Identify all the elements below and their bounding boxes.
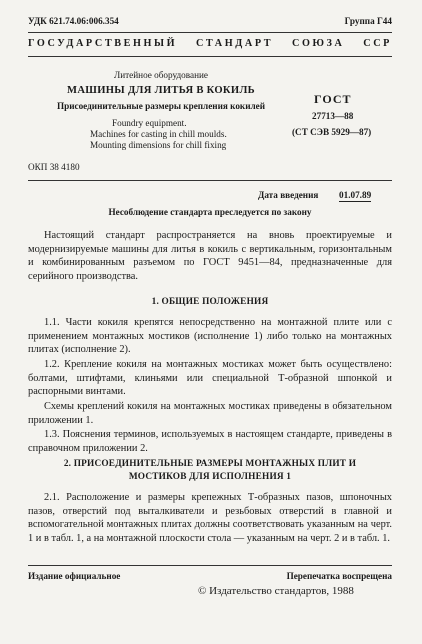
clause-1-1: 1.1. Части кокиля крепятся непосредственно на монтажной плите или с применением монтажных мостиков (исполнение 1) либо только на монтажных плитах (исполнение 2). (28, 317, 392, 356)
okp-code: ОКП 38 4180 (28, 162, 80, 172)
gost-label: ГОСТ (314, 92, 352, 106)
section-2-heading-line-1: 2. ПРИСОЕДИНИТЕЛЬНЫЕ РАЗМЕРЫ МОНТАЖНЫХ ПЛИТ И (63, 459, 357, 469)
intro-paragraph: Настоящий стандарт распространяется на вновь проектируемые и модернизируемые машины для литья в кокиль с вертикальным, горизонтальным и комбинированным разъемом по ГОСТ 9451—84, предназначенные для серийного производства. (28, 230, 392, 282)
category-label: Литейное оборудование (114, 70, 208, 80)
title-block-rule (28, 180, 392, 181)
law-warning: Несоблюдение стандарта преследуется по закону (108, 207, 312, 217)
header-rule-top (28, 32, 392, 33)
clause-2-1: 2.1. Расположение и размеры крепежных Т-образных пазов, шпоночных пазов, отверстий под выталкиватели и резьбовых отверстий в главной и вспомогательной монтажных плитах должны соответствовать указанным на черт. 1 и в табл. 1, а на монтажной плоскости стола — указанным на черт. 2 и в табл. 1. (28, 492, 392, 544)
reprint-prohibited-label: Перепечатка воспрещена (286, 571, 392, 581)
gost-number: 27713—88 (312, 111, 354, 121)
section-1-heading: 1. ОБЩИЕ ПОЛОЖЕНИЯ (151, 297, 269, 307)
copyright-notice: © Издательство стандартов, 1988 (198, 585, 354, 597)
clause-1-2-schemes: Схемы креплений кокиля на монтажных мостиках приведены в обязательном приложении 1. (28, 401, 392, 426)
header-rule-bottom (28, 56, 392, 57)
udk-code: УДК 621.74.06:006.354 (28, 16, 119, 26)
standard-title: ГОСУДАРСТВЕННЫЙ СТАНДАРТ СОЮЗА ССР (28, 38, 392, 49)
official-edition-label: Издание официальное (28, 571, 121, 581)
clause-1-3: 1.3. Пояснения терминов, используемых в настоящем стандарте, приведены в справочном приложении 2. (28, 429, 392, 454)
clause-1-2: 1.2. Крепление кокиля на монтажных мостиках может быть осуществлено: болтами, штифтами, клиньями или специальной Т-образной шпонкой и распорными винтами. (28, 359, 392, 398)
group-code: Группа Г44 (344, 16, 392, 26)
section-2-heading-line-2: МОСТИКОВ ДЛЯ ИСПОЛНЕНИЯ 1 (128, 472, 292, 482)
date-value: 01.07.89 (339, 190, 372, 200)
date-label: Дата введения (258, 190, 319, 200)
english-title-line-1: Foundry equipment. (112, 118, 187, 128)
english-title-line-2: Machines for casting in chill moulds. (90, 129, 227, 139)
footer-rule (28, 565, 392, 566)
english-title-line-3: Mounting dimensions for chill fixing (90, 140, 227, 150)
st-sev-number: (СТ СЭВ 5929—87) (292, 127, 372, 137)
document-subtitle: Присоединительные размеры крепления кокилей (56, 101, 266, 111)
document-title: МАШИНЫ ДЛЯ ЛИТЬЯ В КОКИЛЬ (67, 85, 255, 96)
